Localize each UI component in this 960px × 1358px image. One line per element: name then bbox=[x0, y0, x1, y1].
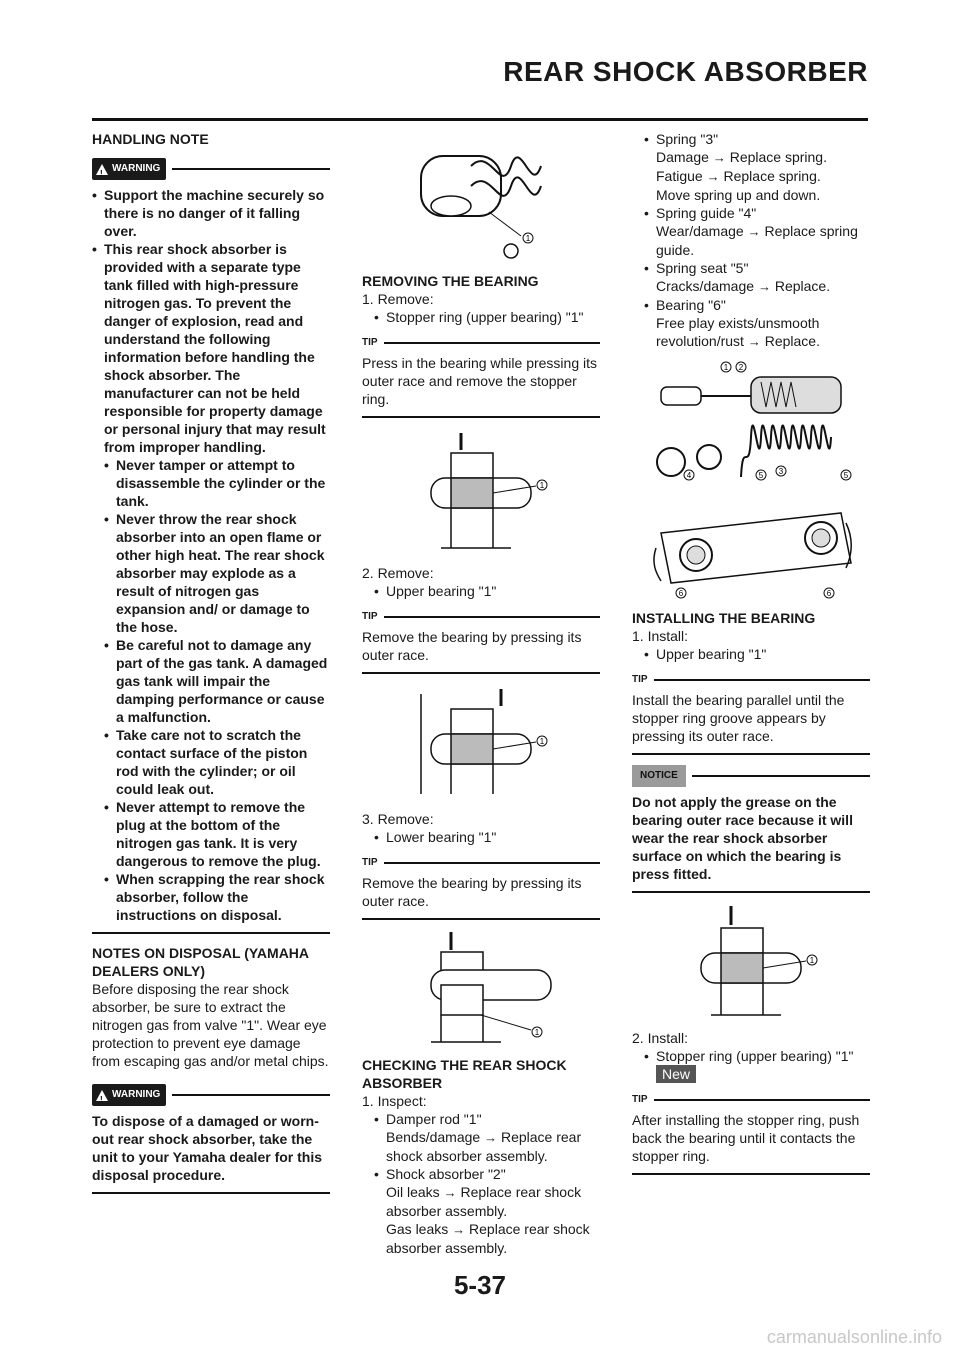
callout-4: 4 bbox=[686, 471, 692, 480]
page-number: 5-37 bbox=[453, 1270, 507, 1300]
warning-rule bbox=[172, 168, 330, 170]
callout-5: 5 bbox=[758, 471, 764, 480]
list-item: • Upper bearing "1" bbox=[632, 645, 870, 663]
list-item: • Lower bearing "1" bbox=[362, 828, 600, 846]
tip-end-rule bbox=[632, 1173, 870, 1175]
list-item: • Bearing "6" bbox=[632, 296, 870, 314]
tip-rule bbox=[384, 616, 600, 618]
header-rule bbox=[92, 118, 868, 121]
bearing-arm-figure bbox=[641, 493, 861, 603]
notice-text: Do not apply the grease on the bearing outer race because it will wear the rear shock absorber surface on which the bearing is press fitted. bbox=[632, 794, 853, 882]
tip-rule bbox=[654, 679, 870, 681]
list-item: • Stopper ring (upper bearing) "1" bbox=[362, 308, 600, 326]
notice-header bbox=[632, 765, 870, 787]
tip-end-rule bbox=[362, 672, 600, 674]
step-1: 1. Remove: bbox=[362, 291, 434, 307]
lower-bearing-figure bbox=[401, 930, 561, 1050]
callout-3: 3 bbox=[778, 467, 784, 476]
shock-gas-detail: Gas leaks → Replace rear shock absorber assembly. bbox=[386, 1221, 590, 1256]
install-bearing-figure bbox=[671, 903, 831, 1023]
list-item: • Shock absorber "2" bbox=[362, 1165, 600, 1183]
tip-label: TIP bbox=[362, 611, 378, 622]
tip-label: TIP bbox=[632, 1094, 648, 1105]
column-right bbox=[632, 130, 870, 1185]
list-item: • Damper rod "1" bbox=[362, 1110, 600, 1128]
watermark: carmanualsonline.info bbox=[766, 1327, 942, 1347]
disposal-text: Before disposing the rear shock absorber, be sure to extract the nitrogen gas from valve "1". Wear eye protection to prevent eye damage from escaping gas and/or metal chips. bbox=[92, 981, 329, 1069]
disposal-heading: NOTES ON DISPOSAL (YAMAHA DEALERS ONLY) bbox=[92, 945, 309, 979]
warning-end-rule bbox=[92, 1192, 330, 1194]
install-step-2: 2. Install: bbox=[632, 1030, 689, 1046]
shock-valve-figure bbox=[411, 136, 551, 266]
callout-1: 1 bbox=[534, 1028, 540, 1037]
notice-rule bbox=[692, 775, 870, 777]
bearing-detail: Free play exists/unsmooth revolution/rust → Replace. bbox=[656, 315, 820, 349]
list-item: • Spring seat "5" bbox=[632, 259, 870, 277]
callout-6: 6 bbox=[826, 589, 832, 598]
list-item: • Upper bearing "1" bbox=[362, 582, 600, 600]
tip-text: After installing the stopper ring, push back the bearing until it contacts the stopper ring. bbox=[632, 1112, 860, 1164]
list-item: • Never tamper or attempt to disassemble the cylinder or the tank. bbox=[92, 456, 330, 510]
warning-triangle-icon: ! bbox=[96, 1090, 108, 1101]
spring-move: Move spring up and down. bbox=[656, 187, 821, 203]
list-item: • This rear shock absorber is provided with a separate type tank filled with high-pressure nitrogen gas. To prevent the danger of explosion, read and understand the following information before handling the shock absorber. The manufacturer can not be held responsible for property damage or personal injury that may result from improper handling. bbox=[92, 240, 330, 456]
warning-list bbox=[92, 186, 330, 924]
tip-text: Remove the bearing by pressing its outer race. bbox=[362, 875, 582, 909]
tip-label: TIP bbox=[632, 674, 648, 685]
page-header-title: REAR SHOCK ABSORBER bbox=[503, 56, 868, 87]
tip-header bbox=[362, 608, 600, 626]
list-item: • Stopper ring (upper bearing) "1" bbox=[632, 1047, 870, 1065]
install-step-1: 1. Install: bbox=[632, 628, 689, 644]
handling-note-heading: HANDLING NOTE bbox=[92, 131, 209, 147]
list-item: • Be careful not to damage any part of the gas tank. A damaged gas tank will impair the damping performance or cause a malfunction. bbox=[92, 636, 330, 726]
warning-text: To dispose of a damaged or worn-out rear shock absorber, take the unit to your Yamaha dealer for this disposal procedure. bbox=[92, 1113, 323, 1183]
warning-triangle-icon: ! bbox=[96, 164, 108, 175]
callout-5: 5 bbox=[843, 471, 849, 480]
seat-detail: Cracks/damage → Replace. bbox=[656, 278, 831, 294]
tip-label: TIP bbox=[362, 857, 378, 868]
notice-end-rule bbox=[632, 891, 870, 893]
tip-rule bbox=[384, 862, 600, 864]
callout-1: 1 bbox=[525, 234, 531, 243]
shock-exploded-figure bbox=[641, 357, 861, 487]
tip-end-rule bbox=[362, 918, 600, 920]
tip-rule bbox=[384, 342, 600, 344]
list-item: • Never attempt to remove the plug at the bottom of the nitrogen gas tank. It is very dangerous to remove the plug. bbox=[92, 798, 330, 870]
list-item: • Take care not to scratch the contact surface of the piston rod with the cylinder; or oil could leak out. bbox=[92, 726, 330, 798]
tip-text: Press in the bearing while pressing its outer race and remove the stopper ring. bbox=[362, 355, 598, 407]
tip-header bbox=[632, 1091, 870, 1109]
tip-header bbox=[362, 334, 600, 352]
callout-6: 6 bbox=[678, 589, 684, 598]
guide-detail: Wear/damage → Replace spring guide. bbox=[656, 223, 858, 258]
warning-header bbox=[92, 158, 330, 180]
tip-end-rule bbox=[362, 416, 600, 418]
warning-rule bbox=[172, 1094, 330, 1096]
installing-heading: INSTALLING THE BEARING bbox=[632, 610, 816, 626]
notice-badge: NOTICE bbox=[632, 765, 686, 787]
list-item: • Spring "3" bbox=[632, 130, 870, 148]
tip-label: TIP bbox=[362, 337, 378, 348]
callout-1: 1 bbox=[539, 481, 545, 490]
tip-text: Install the bearing parallel until the stopper ring groove appears by pressing its outer race. bbox=[632, 692, 845, 744]
check-step: 1. Inspect: bbox=[362, 1093, 427, 1109]
warning-label: WARNING bbox=[112, 1089, 161, 1100]
spring-damage: Damage → Replace spring. bbox=[656, 149, 827, 165]
tip-header bbox=[362, 854, 600, 872]
callout-2: 2 bbox=[738, 363, 744, 372]
shock-oil-detail: Oil leaks → Replace rear shock absorber assembly. bbox=[386, 1184, 582, 1219]
upper-bearing-figure bbox=[401, 684, 561, 804]
step-2: 2. Remove: bbox=[362, 565, 434, 581]
new-part-badge: New bbox=[656, 1065, 696, 1083]
list-item: • Spring guide "4" bbox=[632, 204, 870, 222]
warning-end-rule bbox=[92, 932, 330, 934]
warning-label: WARNING bbox=[112, 163, 161, 174]
step-3: 3. Remove: bbox=[362, 811, 434, 827]
removing-heading: REMOVING THE BEARING bbox=[362, 273, 539, 289]
callout-1: 1 bbox=[809, 956, 815, 965]
bearing-press-figure bbox=[401, 428, 561, 558]
callout-1: 1 bbox=[539, 737, 545, 746]
tip-end-rule bbox=[632, 753, 870, 755]
tip-rule bbox=[654, 1099, 870, 1101]
list-item: • Support the machine securely so there is no danger of it falling over. bbox=[92, 186, 330, 240]
tip-header bbox=[632, 671, 870, 689]
list-item: • When scrapping the rear shock absorber, follow the instructions on disposal. bbox=[92, 870, 330, 924]
damper-rod-detail: Bends/damage → Replace rear shock absorber assembly. bbox=[386, 1129, 582, 1164]
list-item: • Never throw the rear shock absorber into an open flame or other high heat. The rear shock absorber may explode as a result of nitrogen gas expansion and/ or damage to the hose. bbox=[92, 510, 330, 636]
tip-text: Remove the bearing by pressing its outer race. bbox=[362, 629, 582, 663]
callout-1: 1 bbox=[723, 363, 729, 372]
warning-badge bbox=[92, 158, 166, 180]
checking-heading: CHECKING THE REAR SHOCK ABSORBER bbox=[362, 1057, 567, 1091]
warning-header bbox=[92, 1084, 330, 1106]
column-left bbox=[92, 130, 330, 1204]
spring-fatigue: Fatigue → Replace spring. bbox=[656, 168, 821, 184]
warning-badge bbox=[92, 1084, 166, 1106]
column-middle bbox=[362, 130, 600, 1257]
